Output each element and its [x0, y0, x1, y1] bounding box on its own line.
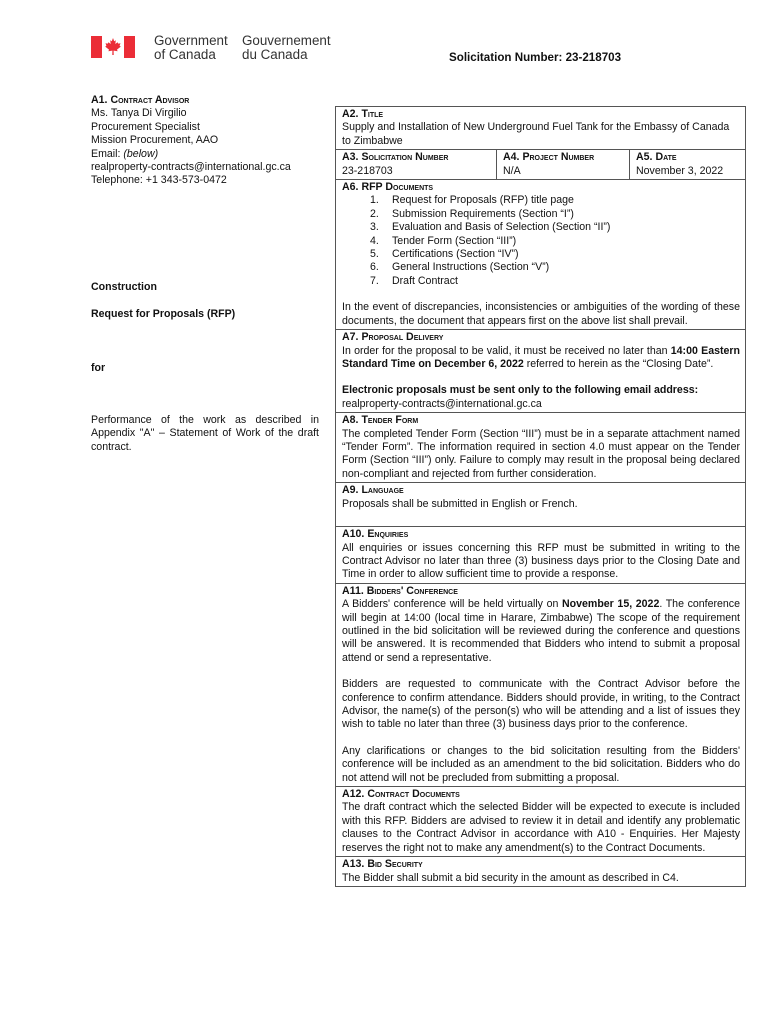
a7-delivery-cell	[336, 330, 745, 413]
list-item: 5. Certifications (Section “IV”)	[370, 248, 519, 261]
advisor-email-label: Email: (below)	[91, 147, 159, 160]
rfp-details-table	[335, 106, 746, 887]
a13-bid-security-cell	[336, 857, 745, 886]
page-header	[0, 0, 770, 90]
list-item: 3. Evaluation and Basis of Selection (Section “II”)	[370, 221, 611, 234]
a5-cell	[630, 150, 745, 179]
a1-title: Contract Advisor	[110, 94, 190, 106]
a12-text: The draft contract which the selected Bidder will be expected to execute is included with this RFP. Bidders are advised to review it in detail and identify any problematic clauses to the Contract Advisor in accordance with A10 - Enquiries. Her Majesty reserves the right not to make any amendment(s) to the Contract Documents.	[342, 801, 740, 854]
a10-text: All enquiries or issues concerning this RFP must be submitted in writing to the Contract Advisor no later than three (3) business days prior to the Closing Date and Time in order to allow sufficient time to provide a response.	[342, 541, 740, 581]
a2-text: Supply and Installation of New Underground Fuel Tank for the Embassy of Canada to Zimbabwe	[342, 121, 730, 147]
list-item: 4. Tender Form (Section “III”)	[370, 234, 517, 247]
list-item: 7. Draft Contract	[370, 274, 458, 287]
a9-language-cell	[336, 483, 745, 527]
a4-cell	[497, 150, 630, 179]
advisor-email-link[interactable]: realproperty-contracts@international.gc.ca	[91, 161, 291, 174]
list-item: 6. General Instructions (Section “V”)	[370, 261, 550, 274]
numbers-row	[336, 150, 745, 180]
advisor-unit: Mission Procurement, AAO	[91, 134, 219, 147]
a4-heading: A4. Project Number	[503, 151, 595, 164]
advisor-name: Ms. Tanya Di Virgilio	[91, 107, 187, 120]
a13-heading: A13. Bid Security	[342, 858, 423, 871]
government-of-canada-wordmark	[154, 34, 228, 61]
list-item: 2. Submission Requirements (Section “I”)	[370, 207, 574, 220]
a2-title-cell	[336, 107, 745, 150]
wordmark-en-line2: of Canada	[154, 46, 216, 62]
a10-enquiries-cell	[336, 527, 745, 584]
solicitation-number-heading: Solicitation Number: 23-218703	[449, 51, 622, 64]
a3-value: 23-218703	[342, 164, 393, 177]
a5-heading: A5. Date	[636, 151, 677, 164]
a11-paragraph-1: A Bidders' conference will be held virtually on November 15, 2022. The conference will begin at 14:00 (local time in Harare, Zimbabwe) The scope of the requirement outlined in the bid solicitation will be reviewed during the conference and questions will be answered. It is recommended that Bidders who intend to submit a proposal attend or send a representative.	[342, 598, 740, 664]
a8-tender-form-cell	[336, 413, 745, 483]
a4-value: N/A	[503, 164, 521, 177]
wordmark-fr-line2: du Canada	[242, 46, 308, 62]
a9-heading: A9. Language	[342, 484, 404, 497]
wordmark-en-line1: Government	[154, 33, 228, 48]
construction-label: Construction	[91, 281, 157, 293]
advisor-telephone: Telephone: +1 343-573-0472	[91, 174, 227, 187]
a12-contract-documents-cell	[336, 787, 745, 857]
a3-heading: A3. Solicitation Number	[342, 151, 449, 164]
a7-text: In order for the proposal to be valid, it must be received no later than 14:00 Eastern Standard Time on December 6, 2022 referred to herein as the “Closing Date”.	[342, 344, 740, 370]
rfp-documents-list	[370, 194, 740, 288]
maple-leaf-icon	[102, 36, 124, 58]
gouvernement-du-canada-wordmark	[242, 34, 331, 61]
a10-heading: A10. Enquiries	[342, 528, 409, 541]
a12-heading: A12. Contract Documents	[342, 788, 460, 801]
advisor-role: Procurement Specialist	[91, 120, 200, 133]
a3-cell	[336, 150, 497, 179]
a8-heading: A8. Tender Form	[342, 414, 419, 427]
a7-email-note: Electronic proposals must be sent only to the following email address:	[342, 384, 699, 397]
a6-precedence-note: In the event of discrepancies, inconsistencies or ambiguities of the wording of these documents, the document that appears first on the above list shall prevail.	[342, 301, 740, 327]
a11-conference-cell	[336, 584, 745, 787]
a2-heading: A2. Title	[342, 108, 384, 120]
a8-text: The completed Tender Form (Section “III”) must be in a separate attachment named “Tender Form”. The information required in section 4.0 must appear on the Tender Form (Section “III”) only. Failure to comply may result in the proposal being declared non-compliant and rejected from further consideration.	[342, 427, 740, 480]
rfp-label: Request for Proposals (RFP)	[91, 308, 236, 320]
a11-paragraph-3: Any clarifications or changes to the bid solicitation resulting from the Bidders' conference will be included as an amendment to the bid solicitation. Bidders who do not attend will not be precluded from submitting a proposal.	[342, 744, 740, 784]
a1-heading: A1. Contract Advisor	[91, 94, 190, 106]
contract-advisor-block	[91, 94, 319, 188]
a6-heading: A6. RFP Documents	[342, 181, 434, 194]
a5-value: November 3, 2022	[636, 164, 724, 177]
a11-heading: A11. Bidders' Conference	[342, 584, 458, 597]
a7-email-link[interactable]: realproperty-contracts@international.gc.ca	[342, 397, 542, 410]
for-label: for	[91, 362, 106, 374]
a7-heading: A7. Proposal Delivery	[342, 331, 444, 344]
list-item: 1. Request for Proposals (RFP) title page	[370, 194, 574, 207]
a13-text: The Bidder shall submit a bid security in the amount as described in C4.	[342, 871, 679, 884]
canada-flag-icon	[91, 36, 135, 58]
performance-description: Performance of the work as described in Appendix "A" – Statement of Work of the draft contract.	[91, 414, 319, 453]
wordmark-fr-line1: Gouvernement	[242, 33, 331, 48]
a6-documents-cell	[336, 180, 745, 330]
a9-text: Proposals shall be submitted in English or French.	[342, 497, 578, 510]
a11-paragraph-2: Bidders are requested to communicate with the Contract Advisor before the conference to confirm attendance. Bidders should provide, in writing, to the Contract Advisor, the name(s) of the person(s) who will be attending and a list of issues they wish to table no later than three (3) business days prior to the conference.	[342, 678, 740, 731]
